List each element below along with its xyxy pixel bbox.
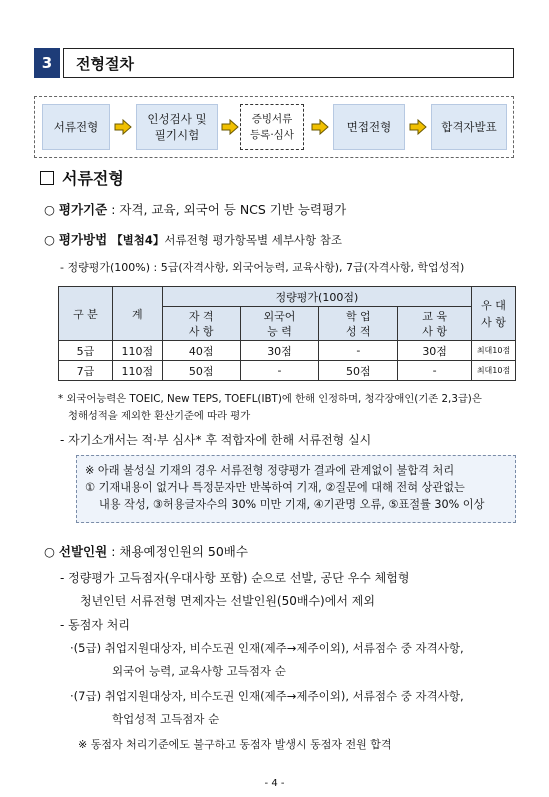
subsection-heading xyxy=(40,166,124,189)
method-line xyxy=(44,230,342,248)
section-number: 3 xyxy=(34,48,60,78)
notice-line-1: ※ 아래 불성실 기재의 경우 서류전형 정량평가 결과에 관계없이 불합격 처리 xyxy=(85,464,455,477)
cell: - xyxy=(319,341,398,361)
checkbox-icon xyxy=(40,171,54,185)
tie-7-line-2: 학업성적 고득점자 순 xyxy=(112,712,220,726)
selection-label: 선발인원 xyxy=(58,544,108,559)
cell-total: 110점 xyxy=(112,341,162,361)
header-total: 계 xyxy=(112,287,162,341)
cell: - xyxy=(240,361,319,381)
tie-5-line-1: ·(5급) 취업지원대상자, 비수도권 인재(제주→제주이외), 서류점수 중 자격사항, xyxy=(70,641,464,655)
selection-line xyxy=(44,542,248,560)
cell: 50점 xyxy=(319,361,398,381)
circle-bullet-icon: ○ xyxy=(44,232,59,247)
cell: 50점 xyxy=(162,361,240,381)
flow-step-1: 서류전형 xyxy=(42,104,110,150)
method-detail: - 정량평가(100%) : 5급(자격사항, 외국어능력, 교육사항), 7급(자격사항, 학업성적) xyxy=(60,261,465,274)
footnote-line-1: * 외국어능력은 TOEIC, New TEPS, TOEFL(IBT)에 한해 인정하며, 청각장애인(기존 2,3급)은 xyxy=(58,393,482,405)
notice-line-2: ① 기재내용이 없거나 특정문자만 반복하여 기재, ②질문에 대해 전혀 상관없는 xyxy=(85,481,465,494)
header-col-4: 교 육 사 항 xyxy=(398,307,472,341)
cell-total: 110점 xyxy=(112,361,162,381)
method-text: 서류전형 평가항목별 세부사항 참조 xyxy=(164,233,343,247)
cell: 40점 xyxy=(162,341,240,361)
arrow-right-icon xyxy=(311,118,329,136)
tie-5-line-2: 외국어 능력, 교육사항 고득점자 순 xyxy=(112,664,286,678)
notice-line-3: 내용 작성, ③허용글자수의 30% 미만 기재, ④기관명 오류, ⑤표절률 30% 이상 xyxy=(99,498,485,511)
tie-heading: - 동점자 처리 xyxy=(60,618,130,632)
method-ref: 【별첨4】 xyxy=(111,233,165,247)
tie-note: ※ 동점자 처리기준에도 불구하고 동점자 발생시 동점자 전원 합격 xyxy=(78,738,392,751)
arrow-right-icon xyxy=(409,118,427,136)
header-bonus: 우 대 사 항 xyxy=(472,287,516,341)
header-col-2: 외국어 능 력 xyxy=(240,307,319,341)
self-intro-note: - 자기소개서는 적·부 심사* 후 적합자에 한해 서류전형 실시 xyxy=(60,433,372,447)
circle-bullet-icon: ○ xyxy=(44,544,59,559)
criteria-label: 평가기준 xyxy=(58,202,108,217)
cell-grade: 5급 xyxy=(59,341,113,361)
header-col-1: 자 격 사 항 xyxy=(162,307,240,341)
arrow-right-icon xyxy=(221,118,239,136)
table-row xyxy=(59,361,516,381)
footnote-line-2: 청해성적을 제외한 환산기준에 따라 평가 xyxy=(68,410,251,422)
heading-text: 서류전형 xyxy=(62,169,124,188)
selection-text: : 채용예정인원의 50배수 xyxy=(111,544,248,559)
flow-step-5: 합격자발표 xyxy=(431,104,507,150)
cell: - xyxy=(398,361,472,381)
flow-step-4: 면접전형 xyxy=(333,104,405,150)
notice-box xyxy=(76,455,516,523)
criteria-line xyxy=(44,200,346,218)
cell: 30점 xyxy=(240,341,319,361)
cell-grade: 7급 xyxy=(59,361,113,381)
header-quant: 정량평가(100점) xyxy=(162,287,471,307)
arrow-right-icon xyxy=(114,118,132,136)
cell-bonus: 최대10점 xyxy=(472,341,516,361)
criteria-text: : 자격, 교육, 외국어 등 NCS 기반 능력평가 xyxy=(111,202,347,217)
method-label: 평가방법 xyxy=(58,232,108,247)
circle-bullet-icon: ○ xyxy=(44,202,59,217)
tie-7-line-1: ·(7급) 취업지원대상자, 비수도권 인재(제주→제주이외), 서류점수 중 자격사항, xyxy=(70,689,464,703)
score-table xyxy=(58,286,516,381)
header-gubun: 구 분 xyxy=(59,287,113,341)
selection-detail-1: - 정량평가 고득점자(우대사항 포함) 순으로 선발, 공단 우수 체험형 xyxy=(60,571,410,585)
header-col-3: 학 업 성 적 xyxy=(319,307,398,341)
page-number: - 4 - xyxy=(264,778,285,789)
flow-step-2: 인성검사 및 필기시험 xyxy=(136,104,218,150)
table-row xyxy=(59,341,516,361)
cell: 30점 xyxy=(398,341,472,361)
selection-detail-2: 청년인턴 서류전형 면제자는 선발인원(50배수)에서 제외 xyxy=(80,594,375,608)
cell-bonus: 최대10점 xyxy=(472,361,516,381)
section-title: 전형절차 xyxy=(63,48,514,78)
flow-step-3: 증빙서류 등록·심사 xyxy=(240,104,304,150)
